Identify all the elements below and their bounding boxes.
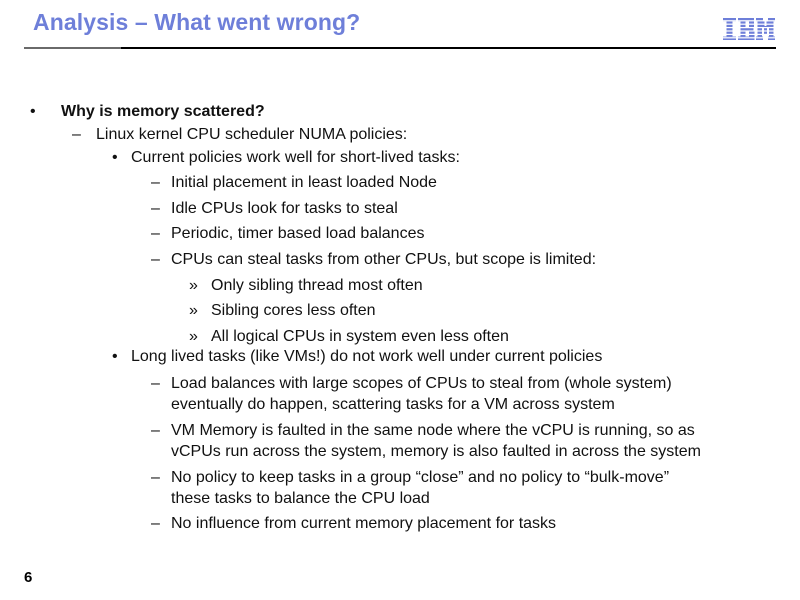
list-item: Current policies work well for short-lived tasks: xyxy=(131,149,460,166)
list-item-continuation: these tasks to balance the CPU load xyxy=(171,490,430,507)
list-item: VM Memory is faulted in the same node where the vCPU is running, so as xyxy=(171,422,695,439)
list-item: No policy to keep tasks in a group “close” and no policy to “bulk-move” xyxy=(171,469,670,486)
page-number: 6 xyxy=(24,569,33,586)
ibm-logo-icon xyxy=(723,18,775,40)
header-rule xyxy=(121,47,776,49)
dash-marker: – xyxy=(151,469,160,486)
dash-marker: – xyxy=(151,200,160,217)
list-item: No influence from current memory placement for tasks xyxy=(171,515,557,532)
list-item: CPUs can steal tasks from other CPUs, but scope is limited: xyxy=(171,251,597,268)
list-item: Idle CPUs look for tasks to steal xyxy=(171,200,398,217)
header-rule-accent xyxy=(24,47,121,49)
list-item: Initial placement in least loaded Node xyxy=(171,174,437,191)
list-item: Load balances with large scopes of CPUs to steal from (whole system) xyxy=(171,375,672,392)
bullet-heading: Why is memory scattered? xyxy=(61,103,265,120)
list-item: Sibling cores less often xyxy=(211,302,376,319)
dash-marker: – xyxy=(151,225,160,242)
list-item: All logical CPUs in system even less often xyxy=(211,328,509,345)
chevron-marker: » xyxy=(189,328,198,345)
dash-marker: – xyxy=(151,422,160,439)
dash-marker: – xyxy=(151,174,160,191)
bullet-marker: • xyxy=(112,348,118,365)
chevron-marker: » xyxy=(189,277,198,294)
list-item-continuation: eventually do happen, scattering tasks for a VM across system xyxy=(171,396,615,413)
chevron-marker: » xyxy=(189,302,198,319)
dash-marker: – xyxy=(151,515,160,532)
bullet-marker: • xyxy=(112,149,118,166)
dash-marker: – xyxy=(72,126,81,143)
dash-marker: – xyxy=(151,251,160,268)
list-item: Linux kernel CPU scheduler NUMA policies: xyxy=(96,126,408,143)
list-item-continuation: vCPUs run across the system, memory is also faulted in across the system xyxy=(171,443,701,460)
list-item: Periodic, timer based load balances xyxy=(171,225,425,242)
slide-title: Analysis – What went wrong? xyxy=(33,9,361,35)
list-item: Long lived tasks (like VMs!) do not work well under current policies xyxy=(131,348,603,365)
bullet-marker: • xyxy=(30,103,36,120)
list-item: Only sibling thread most often xyxy=(211,277,423,294)
dash-marker: – xyxy=(151,375,160,392)
